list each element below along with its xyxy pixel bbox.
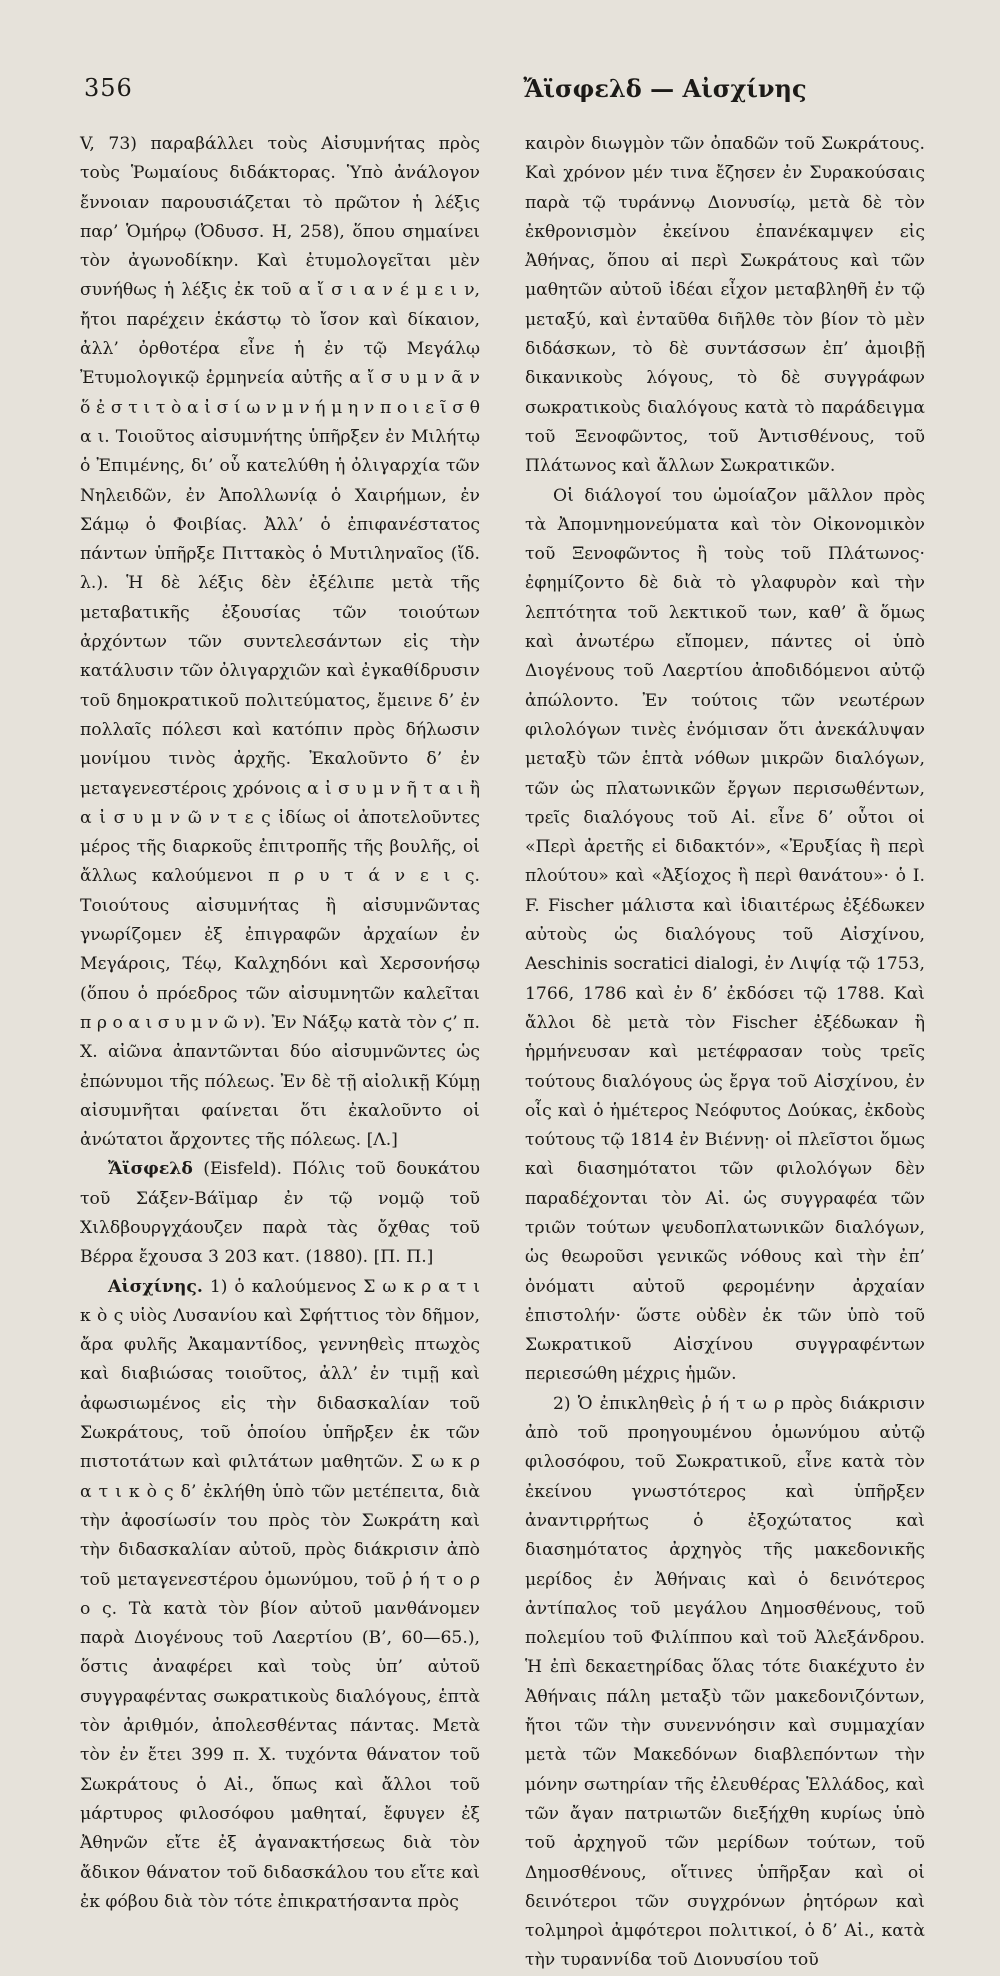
entry-text: 1) ὁ καλούμενος Σ ω κ ρ α τ ι κ ὸ ς υἱὸς Λυσανίου καὶ Σφήττιος τὸν δῆμον, ἄρα φυλῆς Ἀκαμαντίδος, γεννηθεὶς πτωχὸς καὶ διαβιώσας τοιοῦτος, ἀλλ’ ἐν τιμῇ καὶ ἀφωσιωμένος εἰς τὴν διδασκαλίαν τοῦ Σωκράτους, τοῦ ὁποίου ὑπῆρξεν ἐκ τῶν πιστοτάτων καὶ φιλτάτων μαθητῶν. Σ ω κ ρ α τ ι κ ὸ ς δ’ ἐκλήθη ὑπὸ τῶν μετέπειτα, διὰ τὴν ἀφοσίωσίν του πρὸς τὸν Σωκράτη καὶ τὴν διδασκαλίαν αὐτοῦ, πρὸς διάκρισιν ἀπὸ τοῦ μεταγενεστέρου ὁμωνύμου, τοῦ ῥ ή τ ο ρ ο ς. Τὰ κατὰ τὸν βίον αὐτοῦ μανθάνομεν παρὰ Διογένους τοῦ Λαερτίου (Β’, 60—65.), ὅστις ἀναφέρει καὶ τοὺς ὑπ’ αὐτοῦ συγγραφέντας σωκρατικοὺς διαλόγους, ἑπτὰ τὸν ἀριθμόν, ἀπολεσθέντας πάντας. Μετὰ τὸν ἐν ἔτει 399 π. Χ. τυχόντα θάνατον τοῦ Σωκράτους ὁ Αἰ., ὅπως καὶ ἄλλοι τοῦ μάρτυρος φιλοσόφου μαθηταί, ἔφυγεν ἐξ Ἀθηνῶν εἴτε ἐξ ἀγανακτήσεως διὰ τὸν ἄδικον θάνατον τοῦ διδασκάλου του εἴτε καὶ ἐκ φόβου διὰ τὸν τότε ἐπικρατήσαντα πρὸς [80,1276,481,1912]
entry-eisfeld [80,1155,480,1272]
right-column [525,130,925,1976]
entry-headword: Ἄϊσφελδ [108,1159,193,1180]
left-column [80,130,480,1917]
running-title: Ἄϊσφελδ — Αἰσχίνης [523,74,807,103]
entry-headword: Αἰσχίνης. [108,1276,203,1297]
paragraph-aisymnetes: V, 73) παραβάλλει τοὺς Αἰσυμνήτας πρὸς τοὺς Ῥωμαίους διδάκτορας. Ὑπὸ ἀνάλογον ἔννοιαν παρουσιάζεται τὸ πρῶτον ἡ λέξις παρ’ Ὁμήρῳ (Ὀδυσσ. Η, 258), ὅπου σημαίνει τὸν ἀγωνοδίκην. Καὶ ἐτυμολογεῖται μὲν συνήθως ἡ λέξις ἐκ τοῦ α ἴ σ ι α ν έ μ ε ι ν, ἤτοι παρέχειν ἑκάστῳ τὸ ἴσον καὶ δίκαιον, ἀλλ’ ὀρθοτέρα εἶνε ἡ ἐν τῷ Μεγάλῳ Ἐτυμολογικῷ ἑρμηνεία αὐτῆς α ἴ σ υ μ ν ᾶ ν ὅ ἐ σ τ ι τ ὸ α ἰ σ ί ω ν μ ν ή μ η ν π ο ι ε ῖ σ θ α ι. Τοιοῦτος αἰσυμνήτης ὑπῆρξεν ἐν Μιλήτῳ ὁ Ἐπιμένης, δι’ οὗ κατελύθη ἡ ὀλιγαρχία τῶν Νηλειδῶν, ἐν Ἀπολλωνίᾳ ὁ Χαιρήμων, ἐν Σάμῳ ὁ Φοιβίας. Ἀλλ’ ὁ ἐπιφανέστατος πάντων ὑπῆρξε Πιττακὸς ὁ Μυτιληναῖος (ἴδ. λ.). Ἡ δὲ λέξις δὲν ἐξέλιπε μετὰ τῆς μεταβατικῆς ἐξουσίας τῶν τοιούτων ἀρχόντων τῶν συντελεσάντων εἰς τὴν κατάλυσιν τῶν ὀλιγαρχιῶν καὶ ἐγκαθίδρυσιν τοῦ δημοκρατικοῦ πολιτεύματος, ἔμεινε δ’ ἐν πολλαῖς πόλεσι καὶ κατόπιν πρὸς δήλωσιν μονίμου τινὸς ἀρχῆς. Ἐκαλοῦντο δ’ ἐν μεταγενεστέροις χρόνοις α ἰ σ υ μ ν ῆ τ α ι ἢ α ἰ σ υ μ ν ῶ ν τ ε ς ἰδίως οἱ ἀποτελοῦντες μέρος τῆς διαρκοῦς ἐπιτροπῆς τῆς βουλῆς, οἱ ἄλλως καλούμενοι π ρ υ τ ά ν ε ι ς. Τοιούτους αἰσυμνήτας ἢ αἰσυμνῶντας γνωρίζομεν ἐξ ἐπιγραφῶν ἀρχαίων ἐν Μεγάροις, Τέῳ, Καλχηδόνι καὶ Χερσονήσῳ (ὅπου ὁ πρόεδρος τῶν αἰσυμνητῶν καλεῖται π ρ ο α ι σ υ μ ν ῶ ν). Ἐν Νάξῳ κατὰ τὸν ϛ’ π. Χ. αἰῶνα ἀπαντῶνται δύο αἰσυμνῶντες ὡς ἐπώνυμοι τῆς πόλεως. Ἐν δὲ τῇ αἰολικῇ Κύμῃ αἰσυμνῆται φαίνεται ὅτι ἐκαλοῦντο οἱ ἀνώτατοι ἄρχοντες τῆς πόλεως. [Λ.] [80,134,480,1151]
paragraph-dialogues: Οἱ διάλογοί του ὡμοίαζον μᾶλλον πρὸς τὰ Ἀπομνημονεύματα καὶ τὸν Οἰκονομικὸν τοῦ Ξενοφῶντος ἢ τοὺς τοῦ Πλάτωνος· ἐφημίζοντο δὲ διὰ τὸ γλαφυρὸν καὶ τὴν λεπτότητα τοῦ λεκτικοῦ των, καθ’ ἃ ὅμως καὶ ἀνωτέρω εἴπομεν, πάντες οἱ ὑπὸ Διογένους τοῦ Λαερτίου ἀποδιδόμενοι αὐτῷ ἀπώλοντο. Ἐν τούτοις τῶν νεωτέρων φιλολόγων τινὲς ἐνόμισαν ὅτι ἀνεκάλυψαν μεταξὺ τῶν ἑπτὰ νόθων μικρῶν διαλόγων, τῶν ὡς πλατωνικῶν ἔργων περισωθέντων, τρεῖς διαλόγους τοῦ Αἰ. εἶνε δ’ οὗτοι οἱ «Περὶ ἀρετῆς εἰ διδακτόν», «Ἐρυξίας ἢ περὶ πλούτου» καὶ «Ἀξίοχος ἢ περὶ θανάτου»· ὁ I. F. Fischer μάλιστα καὶ ἰδιαιτέρως ἐξέδωκεν αὐτοὺς ὡς διαλόγους τοῦ Αἰσχίνου, Aeschinis socratici dialogi, ἐν Λιψίᾳ τῷ 1753, 1766, 1786 καὶ ἐν δ’ ἐκδόσει τῷ 1788. Καὶ ἄλλοι δὲ μετὰ τὸν Fischer ἐξέδωκαν ἢ ἡρμήνευσαν καὶ μετέφρασαν τοὺς τρεῖς τούτους διαλόγους ὡς ἔργα τοῦ Αἰσχίνου, ἐν οἷς καὶ ὁ ἡμέτερος Νεόφυτος Δούκας, ἐκδοὺς τούτους τῷ 1814 ἐν Βιέννῃ· οἱ πλεῖστοι ὅμως καὶ διασημότατοι τῶν φιλολόγων δὲν παραδέχονται τὸν Αἰ. ὡς συγγραφέα τῶν τριῶν τούτων ψευδοπλατωνικῶν διαλόγων, ὡς θεωροῦσι γενικῶς νόθους καὶ τὴν ἐπ’ ὀνόματι αὐτοῦ φερομένην ἀρχαίαν ἐπιστολήν· ὥστε οὐδὲν ἐκ τῶν ὑπὸ τοῦ Σωκρατικοῦ Αἰσχίνου συγγραφέντων περιεσώθη μέχρις ἡμῶν. [525,485,925,1385]
paragraph-orator: 2) Ὁ ἐπικληθεὶς ῥ ή τ ω ρ πρὸς διάκρισιν ἀπὸ τοῦ προηγουμένου ὁμωνύμου αὐτῷ φιλοσόφου, τοῦ Σωκρατικοῦ, εἶνε κατὰ τὸν ἐκείνου γνωστότερος καὶ ὑπῆρξεν ἀναντιρρήτως ὁ ἐξοχώτατος καὶ διασημότατος ἀρχηγὸς τῆς μακεδονικῆς μερίδος ἐν Ἀθήναις καὶ ὁ δεινότερος ἀντίπαλος τοῦ μεγάλου Δημοσθένους, τοῦ πολεμίου τοῦ Φιλίππου καὶ τοῦ Ἀλεξάνδρου. Ἡ ἐπὶ δεκαετηρίδας ὅλας τότε διακέχυτο ἐν Ἀθήναις πάλη μεταξὺ τῶν μακεδονιζόντων, ἤτοι τῶν τὴν συνεννόησιν καὶ συμμαχίαν μετὰ τῶν Μακεδόνων διαβλεπόντων τὴν μόνην σωτηρίαν τῆς ἐλευθέρας Ἑλλάδος, καὶ τῶν ἄγαν πατριωτῶν διεξήχθη κυρίως ὑπὸ τοῦ ἀρχηγοῦ τῶν μερίδων τούτων, τοῦ Δημοσθένους, οἵτινες ὑπῆρξαν καὶ οἱ δεινότεροι τῶν συγχρόνων ῥητόρων καὶ τολμηροὶ ἀμφότεροι πολιτικοί, ὁ δ’ Αἰ., κατὰ τὴν τυραννίδα τοῦ Διονυσίου τοῦ [525,1393,925,1971]
entry-aischines [80,1273,480,1918]
entry-text: (Eisfeld). Πόλις τοῦ δουκάτου τοῦ Σάξεν-Βάϊμαρ ἐν τῷ νομῷ τοῦ Χιλδβουργχάουζεν παρὰ τὰς ὄχθας τοῦ Βέρρα ἔχουσα 3 203 κατ. (1880). [Π. Π.] [80,1159,480,1268]
page-header [80,74,940,114]
paragraph-life: καιρὸν διωγμὸν τῶν ὀπαδῶν τοῦ Σωκράτους. Καὶ χρόνον μέν τινα ἔζησεν ἐν Συρακούσαις παρὰ τῷ τυράννῳ Διονυσίῳ, μετὰ δὲ τὸν ἐκθρονισμὸν ἐκείνου ἐπανέκαμψεν εἰς Ἀθήνας, ὅπου αἱ περὶ Σωκράτους καὶ τῶν μαθητῶν αὐτοῦ ἰδέαι εἶχον μεταβληθῆ ἐν τῷ μεταξύ, καὶ ἐνταῦθα διῆλθε τὸν βίον τὸ μὲν διδάσκων, τὸ δὲ συντάσσων ἐπ’ ἀμοιβῇ δικανικοὺς λόγους, τὸ δὲ συγγράφων σωκρατικοὺς διαλόγους κατὰ τὸ παράδειγμα τοῦ Ξενοφῶντος, τοῦ Ἀντισθένους, τοῦ Πλάτωνος καὶ ἄλλων Σωκρατικῶν. [525,134,925,477]
page-number: 356 [84,74,133,102]
